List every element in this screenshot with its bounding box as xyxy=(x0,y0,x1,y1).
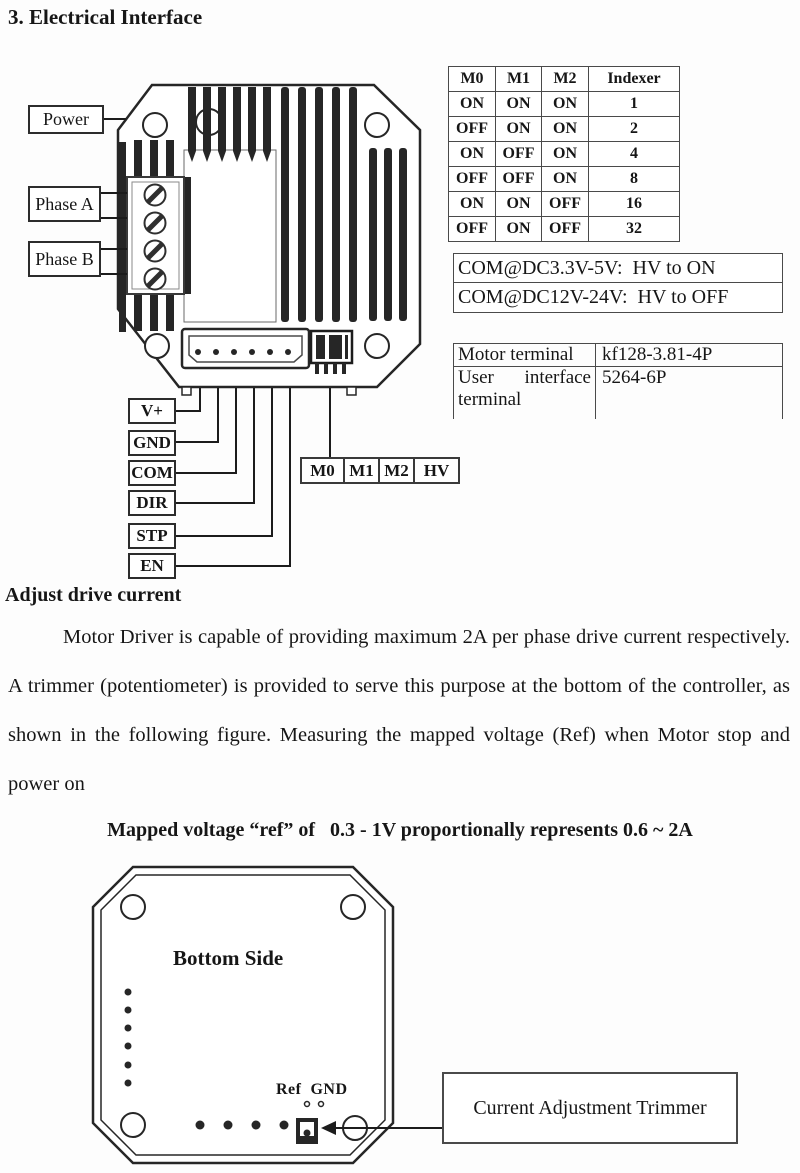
mode-cell-m2: M2 xyxy=(380,459,415,482)
bottom-side-label: Bottom Side xyxy=(173,946,284,970)
indexer-header-indexer: Indexer xyxy=(589,67,680,92)
indexer-row: OFF OFF ON 8 xyxy=(449,167,680,192)
mode-pin-strip xyxy=(300,457,460,484)
motor-terminal-block xyxy=(127,177,191,294)
terminal-spec-value: kf128-3.81-4P xyxy=(602,344,713,365)
driver-center-module xyxy=(184,150,276,322)
indexer-row: OFF ON OFF 32 xyxy=(449,217,680,242)
com-voltage-row-on: COM@DC3.3V-5V: HV to ON xyxy=(454,254,782,283)
indexer-header-m2: M2 xyxy=(542,67,589,92)
mode-cell-m1: M1 xyxy=(345,459,380,482)
pin-callout-gnd: GND xyxy=(128,430,176,456)
indexer-header-row xyxy=(449,67,680,92)
indexer-table xyxy=(448,66,680,242)
bottom-tab-right xyxy=(347,387,356,395)
indexer-row: ON ON ON 1 xyxy=(449,92,680,117)
bottom-tab-left xyxy=(182,387,191,395)
phase-a-callout: Phase A xyxy=(28,186,101,222)
pin-callout-dir: DIR xyxy=(128,490,176,516)
mapped-voltage-note: Mapped voltage “ref” of 0.3 - 1V proportionally represents 0.6 ~ 2A xyxy=(107,819,693,841)
trimmer-potentiometer xyxy=(296,1118,318,1144)
indexer-row: OFF ON ON 2 xyxy=(449,117,680,142)
pin-callout-en: EN xyxy=(128,553,176,579)
com-voltage-row-off: COM@DC12V-24V: HV to OFF xyxy=(458,286,729,308)
phase-b-callout: Phase B xyxy=(28,241,101,277)
terminal-spec-table xyxy=(453,343,783,419)
pin-callout-vplus: V+ xyxy=(128,398,176,424)
user-interface-connector xyxy=(182,329,309,368)
pin-callout-com: COM xyxy=(128,460,176,486)
terminal-spec-label: Motor terminal xyxy=(454,344,596,366)
ref-gnd-label: Ref GND xyxy=(276,1081,348,1098)
driver-top-diagram xyxy=(10,75,470,605)
mode-cell-hv: HV xyxy=(423,460,450,480)
terminal-spec-row xyxy=(454,344,782,367)
indexer-header-m1: M1 xyxy=(496,67,542,92)
com-voltage-table xyxy=(453,253,783,313)
pin-callout-stp: STP xyxy=(128,523,176,549)
trimmer-callout: Current Adjustment Trimmer xyxy=(442,1072,738,1144)
body-paragraph: Motor Driver is capable of providing maximum 2A per phase drive current respectively. A trimmer (potentiometer) is provided to serve this purpose at the bottom of the controller, as shown in the following figure. Measuring the mapped voltage (Ref) when Motor stop and power on xyxy=(8,626,790,795)
terminal-spec-label: User interface terminal xyxy=(454,367,596,419)
mode-cell-m0: M0 xyxy=(302,459,345,482)
power-callout: Power xyxy=(28,105,104,134)
indexer-row: ON ON OFF 16 xyxy=(449,192,680,217)
page-title: 3. Electrical Interface xyxy=(8,5,203,29)
indexer-header-m0: M0 xyxy=(449,67,496,92)
terminal-spec-row xyxy=(454,367,782,419)
section-heading: Adjust drive current xyxy=(5,584,182,606)
indexer-row: ON OFF ON 4 xyxy=(449,142,680,167)
terminal-spec-value: 5264-6P xyxy=(602,367,667,388)
driver-bottom-diagram xyxy=(60,855,460,1173)
